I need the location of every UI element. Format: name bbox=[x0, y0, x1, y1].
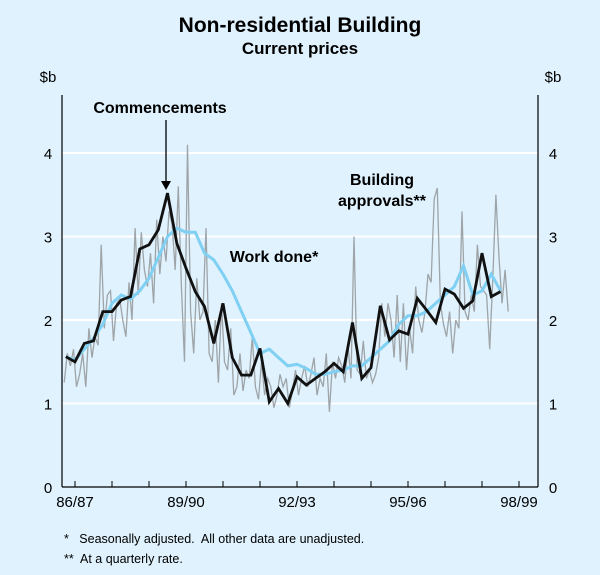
y-tick-label-left: 0 bbox=[43, 480, 53, 497]
y-tick-label-left: 2 bbox=[43, 313, 53, 330]
annotation-work-done: Work done* bbox=[229, 249, 319, 266]
annotation-commencements: Commencements bbox=[93, 100, 227, 117]
y-tick-label-right: 1 bbox=[548, 396, 558, 414]
y-axis-label-left: $b bbox=[39, 69, 57, 86]
annotation-approvals-line2: approvals** bbox=[337, 193, 427, 210]
footnote-2: ** At a quarterly rate. bbox=[64, 552, 183, 566]
footnote-1: * Seasonally adjusted. All other data are unadjusted. bbox=[64, 532, 365, 546]
x-tick-label: 95/96 bbox=[389, 494, 427, 511]
x-tick-label: 98/99 bbox=[500, 494, 538, 511]
y-tick-label-left: 3 bbox=[43, 229, 53, 247]
chart-subtitle: Current prices bbox=[241, 39, 359, 58]
x-tick-label: 89/90 bbox=[167, 494, 205, 511]
x-tick-label: 86/87 bbox=[56, 494, 94, 511]
chart-title: Non-residential Building bbox=[178, 14, 422, 37]
y-tick-label-left: 1 bbox=[43, 396, 53, 414]
y-axis-label-right: $b bbox=[544, 69, 562, 86]
y-tick-label-right: 0 bbox=[548, 480, 558, 497]
y-tick-label-right: 3 bbox=[548, 229, 558, 247]
y-tick-label-left: 4 bbox=[43, 146, 53, 163]
y-tick-label-right: 2 bbox=[548, 313, 558, 330]
annotation-approvals-line1: Building bbox=[350, 172, 414, 189]
x-tick-label: 92/93 bbox=[278, 494, 316, 511]
y-tick-label-right: 4 bbox=[548, 146, 558, 163]
